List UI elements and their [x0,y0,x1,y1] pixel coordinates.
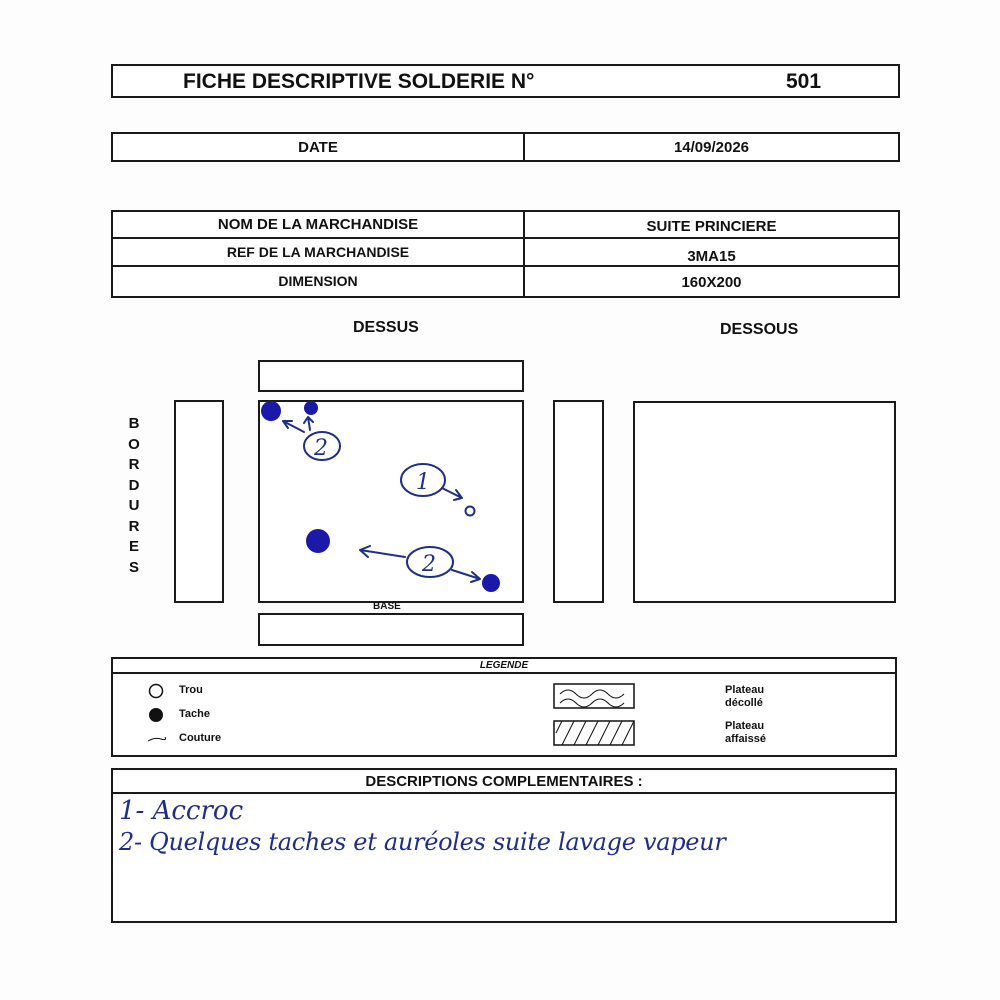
date-value: 14/09/2026 [673,138,750,156]
legend-icons [113,659,895,755]
descriptions-title: DESCRIPTIONS COMPLEMENTAIRES : [365,773,643,790]
plateau-sagging-label: Plateau affaissé [725,720,766,745]
dim-value: 160X200 [681,274,742,291]
plateau-sagging-icon [554,721,634,745]
plateau-detached-label: Plateau décollé [725,684,765,709]
name-value: SUITE PRINCIERE [646,218,777,235]
plateau-detached-icon [554,684,634,708]
bottom-side-label: DESSOUS [720,321,799,338]
form-number: 501 [786,70,822,93]
descriptions-box [111,768,897,923]
description-line-2: 2- Quelques taches et auréoles suite lavage vapeur [119,828,726,856]
ref-value: 3MA15 [687,247,736,265]
hole-legend-label: Trou [179,684,203,696]
stain-legend-label: Tache [179,708,210,720]
base-label: BASE [373,601,401,612]
note-number: 2 [314,436,328,461]
merchandise-table [111,210,900,298]
borders-label: B O R D U R E S [128,415,140,576]
bottom-surface-panel [633,401,896,603]
stain-legend-icon [149,708,163,722]
note-number: 2 [422,552,436,577]
date-label: DATE [298,138,338,156]
top-border-strip [258,360,524,392]
legend-title: LEGENDE [479,660,529,671]
legend-box [111,657,897,757]
name-label: NOM DE LA MARCHANDISE [217,216,419,233]
right-border-strip [553,400,604,603]
seam-legend-label: Couture [179,732,222,744]
dim-label: DIMENSION [278,272,358,289]
date-box [111,132,900,162]
base-strip [258,613,524,646]
top-side-label: DESSUS [353,319,419,336]
form-title: FICHE DESCRIPTIVE SOLDERIE N° [183,70,535,93]
description-line-1: 1- Accroc [119,796,244,826]
header-box [111,64,900,98]
hole-legend-icon [150,685,163,698]
ref-label: REF DE LA MARCHANDISE [226,244,410,260]
seam-legend-icon [148,737,166,741]
note-number: 1 [416,470,430,495]
left-border-strip [174,400,224,603]
top-surface-panel [258,400,524,603]
